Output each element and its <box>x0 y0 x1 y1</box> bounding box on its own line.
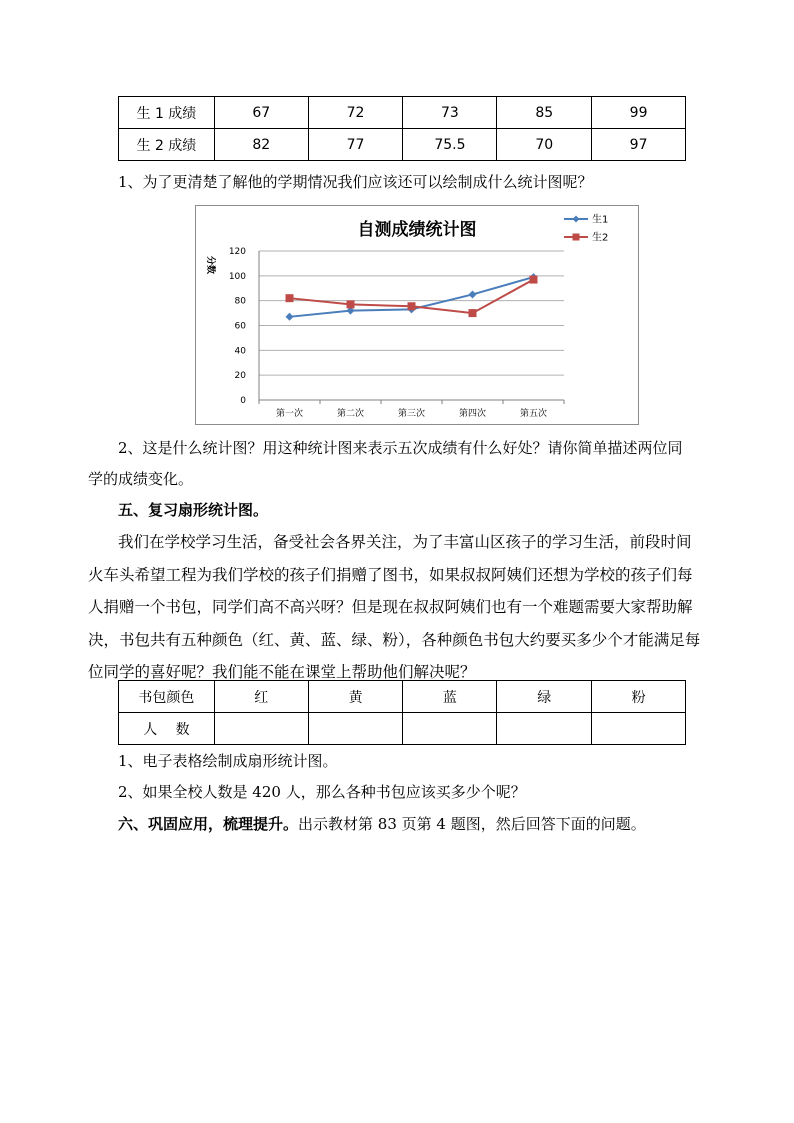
count-cell[interactable] <box>214 713 308 745</box>
legend-marker <box>573 234 580 241</box>
y-tick-label: 0 <box>240 396 246 406</box>
score-cell: 67 <box>214 97 308 129</box>
color-cell: 蓝 <box>403 681 497 713</box>
score-cell: 82 <box>214 129 308 161</box>
header-cell: 人 数 <box>119 713 215 745</box>
score-cell: 99 <box>592 97 686 129</box>
section-6 <box>118 808 646 840</box>
row-label: 生 2 成绩 <box>119 129 215 161</box>
paragraph-line: 我们在学校学习生活，备受社会各界关注，为了丰富山区孩子的学习生活，前段时间 <box>118 533 692 551</box>
legend-label: 生1 <box>592 214 609 226</box>
y-tick-label: 60 <box>234 321 246 332</box>
paragraph-line: 人捐赠一个书包，同学们高不高兴呀？但是现在叔叔阿姨们也有一个难题需要大家帮助解 <box>88 598 693 616</box>
question-2-line-2: 学的成绩变化。 <box>88 470 194 488</box>
table-row <box>119 681 686 713</box>
table-row <box>119 97 686 129</box>
legend-label: 生2 <box>592 232 609 244</box>
y-tick-label: 40 <box>234 346 246 357</box>
x-tick-label: 第一次 <box>275 409 304 419</box>
paragraph-line: 位同学的喜好呢？我们能不能在课堂上帮助他们解决呢？ <box>88 663 476 681</box>
legend-marker <box>573 216 580 223</box>
count-cell[interactable] <box>308 713 403 745</box>
y-tick-label: 100 <box>228 271 246 282</box>
y-tick-label: 20 <box>234 371 246 382</box>
table-row <box>119 713 686 745</box>
section-6-heading: 六、巩固应用，梳理提升。 <box>118 815 299 833</box>
data-point-diamond <box>469 290 477 298</box>
score-cell: 77 <box>308 129 403 161</box>
section-5-item-2: 2、如果全校人数是 420 人，那么各种书包应该买多少个呢？ <box>118 783 526 801</box>
color-cell: 黄 <box>308 681 403 713</box>
section-5-paragraph <box>88 526 728 689</box>
line-chart <box>195 205 639 425</box>
y-tick-label: 80 <box>234 296 246 307</box>
x-tick-label: 第三次 <box>397 409 426 419</box>
row-label: 生 1 成绩 <box>119 97 215 129</box>
data-point-square <box>347 300 355 308</box>
data-point-square <box>469 309 477 317</box>
data-point-square <box>408 302 416 310</box>
y-axis-label: 分数 <box>205 256 215 275</box>
x-tick-label: 第二次 <box>336 409 365 419</box>
question-2-line-1: 2、这是什么统计图？用这种统计图来表示五次成绩有什么好处？请你简单描述两位同 <box>118 439 683 457</box>
count-cell[interactable] <box>497 713 592 745</box>
bag-color-table <box>118 680 686 745</box>
table-row <box>119 129 686 161</box>
color-cell: 粉 <box>592 681 686 713</box>
data-point-square <box>530 276 538 284</box>
score-cell: 75.5 <box>403 129 497 161</box>
color-cell: 绿 <box>497 681 592 713</box>
x-tick-label: 第五次 <box>519 409 548 419</box>
score-cell: 85 <box>497 97 592 129</box>
paragraph-line: 火车头希望工程为我们学校的孩子们捐赠了图书，如果叔叔阿姨们还想为学校的孩子们每 <box>88 565 693 584</box>
count-cell[interactable] <box>592 713 686 745</box>
section-6-text: 出示教材第 83 页第 4 题图，然后回答下面的问题。 <box>298 815 646 833</box>
chart-svg <box>196 206 638 424</box>
chart-title: 自测成绩统计图 <box>357 220 477 240</box>
data-point-diamond <box>286 313 294 321</box>
score-cell: 70 <box>497 129 592 161</box>
header-cell: 书包颜色 <box>119 681 215 713</box>
score-cell: 72 <box>308 97 403 129</box>
score-table <box>118 96 686 161</box>
y-tick-label: 120 <box>228 247 246 257</box>
x-tick-label: 第四次 <box>458 409 487 419</box>
question-1: 1、为了更清楚了解他的学期情况我们应该还可以绘制成什么统计图呢？ <box>118 173 593 191</box>
score-cell: 97 <box>592 129 686 161</box>
section-5-heading: 五、复习扇形统计图。 <box>118 501 269 519</box>
section-5-item-1: 1、电子表格绘制成扇形统计图。 <box>118 752 338 770</box>
score-cell: 73 <box>403 97 497 129</box>
count-cell[interactable] <box>403 713 497 745</box>
paragraph-line: 决，书包共有五种颜色（红、黄、蓝、绿、粉），各种颜色书包大约要买多少个才能满足每 <box>88 630 701 649</box>
data-point-square <box>286 294 294 302</box>
color-cell: 红 <box>214 681 308 713</box>
